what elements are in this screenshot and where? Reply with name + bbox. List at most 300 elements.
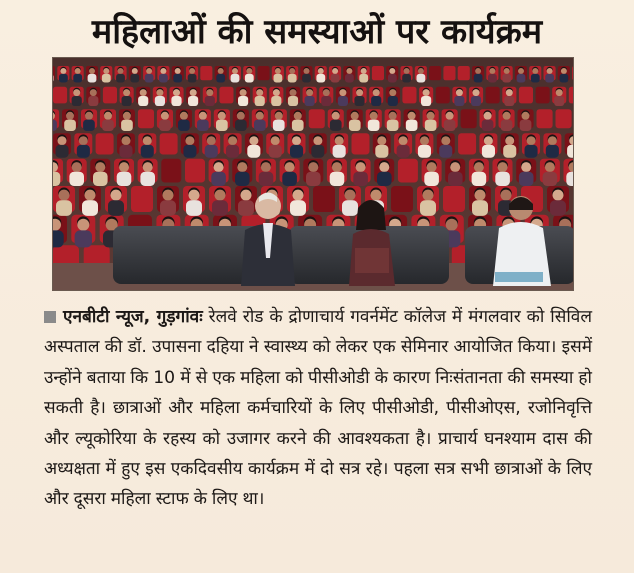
audience-head: [332, 68, 338, 74]
audience-body: [554, 96, 564, 106]
article-text: रेलवे रोड के द्रोणाचार्य गवर्नमेंट कॉलेज में मंगलवार को सिविल अस्पताल की डॉ. उपासना दहिया ने स्वास्थ्य को लेकर एक सेमिनार आयोजित किया। इसमें उन्होंने बताया कि 10 में से एक महिला को पीसीओडी के कारण निःसंतानता की समस्या हो सकती है। छात्राओं और महिला कर्मचारियों के लिए पीसीओडी, पीसीओएस, रजोनिवृत्ति और ल्यूकोरिया के रहस्य को उजागर करने की आवश्यकता है। प्राचार्य घनश्याम दास की अध्यक्षता में हुए इस एकदिवसीय कार्यक्रम में दो सत्र रहे। पहला सत्र सभी छात्राओं के लिए और दूसरा महिला स्टाफ के लिए था।: [44, 307, 592, 510]
auditorium-seat: [443, 66, 455, 80]
audience-head: [427, 112, 435, 120]
audience-head: [473, 89, 480, 96]
audience-head: [160, 68, 166, 74]
audience-body: [421, 96, 431, 106]
audience-head: [237, 162, 247, 172]
audience-head: [290, 89, 297, 96]
audience-body: [288, 74, 297, 83]
audience-body: [155, 96, 165, 106]
audience-body: [130, 74, 139, 83]
guest-right-jeans: [495, 272, 543, 282]
audience-head: [218, 112, 226, 120]
audience-head: [232, 68, 238, 74]
audience-body: [402, 74, 411, 83]
audience-body: [448, 172, 463, 186]
auditorium-seat: [372, 66, 384, 80]
auditorium-seat: [219, 87, 233, 104]
audience-head: [361, 68, 367, 74]
audience-head: [119, 162, 129, 172]
audience-body: [102, 74, 111, 83]
audience-head: [474, 162, 484, 172]
audience-body: [238, 200, 254, 216]
audience-head: [161, 112, 169, 120]
audience-head: [77, 219, 89, 231]
audience-body: [471, 96, 481, 106]
auditorium-seat: [53, 87, 67, 104]
audience-head: [123, 112, 131, 120]
audience-head: [373, 89, 380, 96]
audience-head: [335, 136, 344, 145]
audience-body: [560, 74, 569, 83]
audience-body: [274, 74, 283, 83]
article-body: [44, 302, 592, 515]
audience-body: [121, 120, 133, 131]
audience-head: [379, 162, 389, 172]
audience-body: [425, 120, 437, 131]
audience-head: [351, 112, 359, 120]
auditorium-seat: [131, 186, 153, 212]
audience-head: [339, 89, 346, 96]
guest-woman-shawl: [355, 248, 389, 273]
audience-head: [389, 112, 397, 120]
audience-body: [119, 145, 132, 158]
audience-body: [495, 172, 510, 186]
audience-head: [207, 136, 216, 145]
audience-head: [532, 68, 538, 74]
auditorium-seat: [443, 186, 465, 212]
audience-head: [503, 112, 511, 120]
audience-body: [159, 120, 171, 131]
audience-head: [66, 112, 74, 120]
audience-head: [215, 190, 226, 201]
audience-body: [354, 96, 364, 106]
audience-body: [64, 120, 76, 131]
audience-head: [289, 68, 295, 74]
audience-head: [441, 136, 450, 145]
audience-body: [331, 74, 340, 83]
audience-body: [53, 230, 64, 247]
audience-body: [439, 145, 452, 158]
audience-head: [498, 162, 508, 172]
audience-head: [89, 68, 95, 74]
audience-body: [349, 120, 361, 131]
audience-body: [212, 200, 228, 216]
audience-body: [531, 74, 540, 83]
audience-head: [518, 68, 524, 74]
audience-head: [173, 89, 180, 96]
audience-body: [188, 74, 197, 83]
audience-body: [56, 200, 72, 216]
auditorium-seat: [200, 66, 212, 80]
audience-body: [338, 96, 348, 106]
auditorium-seat: [519, 87, 533, 104]
audience-head: [189, 190, 200, 201]
audience-head: [420, 136, 429, 145]
audience-body: [226, 145, 239, 158]
audience-head: [389, 89, 396, 96]
audience-body: [254, 120, 266, 131]
audience-head: [423, 190, 434, 201]
audience-head: [377, 136, 386, 145]
audience-body: [75, 230, 92, 247]
audience-head: [214, 162, 224, 172]
audience-body: [259, 172, 274, 186]
audience-body: [388, 74, 397, 83]
audience-head: [75, 68, 81, 74]
audience-head: [104, 112, 112, 120]
audience-head: [256, 89, 263, 96]
auditorium-seat: [572, 66, 573, 80]
audience-head: [456, 89, 463, 96]
auditorium-seat: [402, 87, 416, 104]
audience-head: [389, 68, 395, 74]
audience-body: [93, 172, 108, 186]
audience-body: [171, 96, 181, 106]
audience-body: [145, 74, 154, 83]
audience-body: [69, 172, 84, 186]
audience-head: [190, 89, 197, 96]
audience-head: [418, 68, 424, 74]
audience-head: [446, 112, 454, 120]
audience-head: [313, 136, 322, 145]
audience-head: [356, 89, 363, 96]
auditorium-seat: [536, 87, 550, 104]
audience-body: [183, 145, 196, 158]
auditorium-seat: [436, 87, 450, 104]
audience-body: [345, 74, 354, 83]
audience-body: [245, 74, 254, 83]
audience-body: [88, 74, 97, 83]
audience-body: [271, 96, 281, 106]
audience-body: [388, 96, 398, 106]
audience-head: [143, 162, 153, 172]
dateline: एनबीटी न्यूज, गुड़गांवः: [63, 307, 203, 327]
audience-body: [247, 145, 260, 158]
audience-body: [235, 120, 247, 131]
audience-head: [404, 68, 410, 74]
audience-body: [290, 200, 306, 216]
audience-body: [273, 120, 285, 131]
audience-body: [140, 172, 155, 186]
audience-body: [205, 145, 218, 158]
audience-body: [517, 74, 526, 83]
audience-head: [308, 162, 318, 172]
audience-body: [406, 120, 418, 131]
audience-body: [116, 74, 125, 83]
audience-head: [58, 136, 67, 145]
auditorium-audience-photo: [53, 58, 573, 290]
audience-body: [474, 74, 483, 83]
audience-head: [475, 68, 481, 74]
audience-body: [368, 120, 380, 131]
audience-head: [505, 136, 514, 145]
audience-body: [424, 172, 439, 186]
audience-head: [489, 68, 495, 74]
audience-body: [375, 145, 388, 158]
audience-body: [269, 145, 282, 158]
audience-head: [123, 89, 130, 96]
audience-body: [302, 74, 311, 83]
audience-head: [323, 89, 330, 96]
audience-body: [330, 120, 342, 131]
audience-body: [501, 120, 513, 131]
audience-body: [255, 96, 265, 106]
audience-body: [454, 96, 464, 106]
audience-head: [199, 112, 207, 120]
audience-body: [83, 120, 95, 131]
audience-head: [521, 162, 531, 172]
audience-body: [186, 200, 202, 216]
audience-head: [450, 162, 460, 172]
auditorium-seat: [313, 186, 335, 212]
audience-body: [342, 200, 358, 216]
auditorium-seat: [391, 186, 413, 212]
audience-body: [566, 172, 573, 186]
audience-head: [122, 136, 131, 145]
audience-body: [520, 120, 532, 131]
audience-head: [261, 162, 271, 172]
auditorium-seat: [138, 109, 154, 128]
audience-body: [311, 145, 324, 158]
audience-body: [359, 74, 368, 83]
audience-head: [118, 68, 124, 74]
audience-head: [306, 89, 313, 96]
audience-body: [292, 120, 304, 131]
audience-head: [146, 68, 152, 74]
auditorium-seat: [96, 133, 114, 154]
audience-head: [156, 89, 163, 96]
audience-body: [102, 120, 114, 131]
audience-body: [306, 172, 321, 186]
audience-body: [141, 145, 154, 158]
audience-body: [205, 96, 215, 106]
auditorium-seat: [461, 109, 477, 128]
audience-head: [72, 162, 82, 172]
audience-head: [371, 190, 382, 201]
square-bullet-icon: [44, 311, 56, 323]
audience-body: [159, 74, 168, 83]
audience-body: [122, 96, 132, 106]
audience-head: [111, 190, 122, 201]
audience-head: [548, 136, 557, 145]
audience-body: [444, 120, 456, 131]
audience-head: [175, 68, 181, 74]
auditorium-seat: [537, 109, 553, 128]
audience-body: [117, 172, 132, 186]
audience-head: [180, 112, 188, 120]
auditorium-seat: [429, 66, 441, 80]
audience-head: [399, 136, 408, 145]
audience-head: [246, 68, 252, 74]
audience-body: [53, 120, 57, 131]
audience-head: [318, 68, 324, 74]
audience-head: [423, 89, 430, 96]
audience-head: [292, 136, 301, 145]
audience-head: [293, 190, 304, 201]
audience-head: [143, 136, 152, 145]
audience-head: [370, 112, 378, 120]
audience-head: [504, 68, 510, 74]
audience-body: [231, 74, 240, 83]
audience-head: [527, 136, 536, 145]
audience-head: [228, 136, 237, 145]
audience-body: [235, 172, 250, 186]
audience-head: [271, 136, 280, 145]
audience-body: [333, 145, 346, 158]
audience-body: [173, 74, 182, 83]
audience-head: [304, 68, 310, 74]
audience-body: [211, 172, 226, 186]
audience-body: [371, 96, 381, 106]
audience-body: [488, 74, 497, 83]
audience-head: [553, 190, 564, 201]
audience-body: [197, 120, 209, 131]
audience-body: [108, 200, 124, 216]
audience-body: [88, 96, 98, 106]
audience-body: [543, 172, 558, 186]
audience-head: [85, 112, 93, 120]
audience-head: [556, 89, 563, 96]
audience-head: [275, 68, 281, 74]
audience-body: [321, 96, 331, 106]
audience-body: [138, 96, 148, 106]
audience-head: [345, 190, 356, 201]
audience-body: [353, 172, 368, 186]
audience-head: [90, 89, 97, 96]
audience-body: [420, 200, 436, 216]
audience-body: [417, 74, 426, 83]
auditorium-seat: [160, 133, 178, 154]
audience-head: [85, 190, 96, 201]
auditorium-seat: [486, 87, 500, 104]
audience-body: [503, 145, 516, 158]
audience-head: [241, 190, 252, 201]
audience-body: [288, 96, 298, 106]
audience-body: [397, 145, 410, 158]
audience-head: [275, 112, 283, 120]
audience-body: [418, 145, 431, 158]
audience-head: [140, 89, 147, 96]
auditorium-seat: [458, 133, 476, 154]
audience-body: [290, 145, 303, 158]
audience-body: [77, 145, 90, 158]
audience-head: [427, 162, 437, 172]
audience-head: [446, 219, 458, 231]
audience-head: [240, 89, 247, 96]
audience-body: [72, 96, 82, 106]
audience-head: [237, 112, 245, 120]
audience-head: [506, 89, 513, 96]
auditorium-seat: [309, 109, 325, 128]
audience-head: [356, 162, 366, 172]
news-photo: [52, 57, 574, 291]
audience-head: [522, 112, 530, 120]
audience-body: [546, 145, 559, 158]
auditorium-seat: [352, 133, 370, 154]
audience-body: [387, 120, 399, 131]
audience-body: [567, 145, 573, 158]
audience-head: [249, 136, 258, 145]
auditorium-seat: [398, 159, 418, 183]
auditorium-seat: [161, 159, 181, 183]
audience-body: [519, 172, 534, 186]
audience-body: [316, 74, 325, 83]
audience-body: [216, 120, 228, 131]
audience-head: [59, 190, 70, 201]
audience-head: [547, 68, 553, 74]
auditorium-seat: [103, 87, 117, 104]
audience-head: [103, 68, 109, 74]
audience-head: [561, 68, 567, 74]
audience-body: [59, 74, 68, 83]
audience-head: [163, 190, 174, 201]
audience-head: [95, 162, 105, 172]
auditorium-seat: [185, 159, 205, 183]
audience-head: [218, 68, 224, 74]
audience-body: [73, 74, 82, 83]
audience-head: [285, 162, 295, 172]
audience-body: [525, 145, 538, 158]
audience-body: [330, 172, 345, 186]
audience-body: [502, 74, 511, 83]
auditorium-seat: [458, 66, 470, 80]
audience-body: [482, 120, 494, 131]
audience-body: [238, 96, 248, 106]
audience-body: [504, 96, 514, 106]
audience-body: [472, 200, 488, 216]
audience-body: [545, 74, 554, 83]
audience-head: [475, 190, 486, 201]
audience-head: [60, 68, 66, 74]
audience-body: [82, 200, 98, 216]
audience-head: [256, 112, 264, 120]
audience-head: [79, 136, 88, 145]
audience-head: [408, 112, 416, 120]
audience-head: [484, 136, 493, 145]
audience-body: [377, 172, 392, 186]
audience-head: [132, 68, 138, 74]
audience-body: [160, 200, 176, 216]
audience-head: [206, 89, 213, 96]
auditorium-seat: [258, 66, 270, 80]
audience-body: [56, 145, 69, 158]
audience-body: [178, 120, 190, 131]
audience-body: [188, 96, 198, 106]
audience-head: [332, 112, 340, 120]
audience-head: [185, 136, 194, 145]
audience-body: [216, 74, 225, 83]
audience-head: [545, 162, 555, 172]
auditorium-seat: [556, 109, 572, 128]
audience-head: [189, 68, 195, 74]
audience-body: [472, 172, 487, 186]
audience-body: [282, 172, 297, 186]
audience-body: [53, 172, 60, 186]
audience-body: [305, 96, 315, 106]
audience-head: [332, 162, 342, 172]
auditorium-seat: [569, 87, 573, 104]
audience-head: [484, 112, 492, 120]
audience-body: [482, 145, 495, 158]
audience-head: [73, 89, 80, 96]
audience-head: [294, 112, 302, 120]
headline: महिलाओं की समस्याओं पर कार्यक्रम: [91, 12, 543, 52]
audience-head: [346, 68, 352, 74]
audience-body: [550, 200, 566, 216]
audience-head: [501, 190, 512, 201]
